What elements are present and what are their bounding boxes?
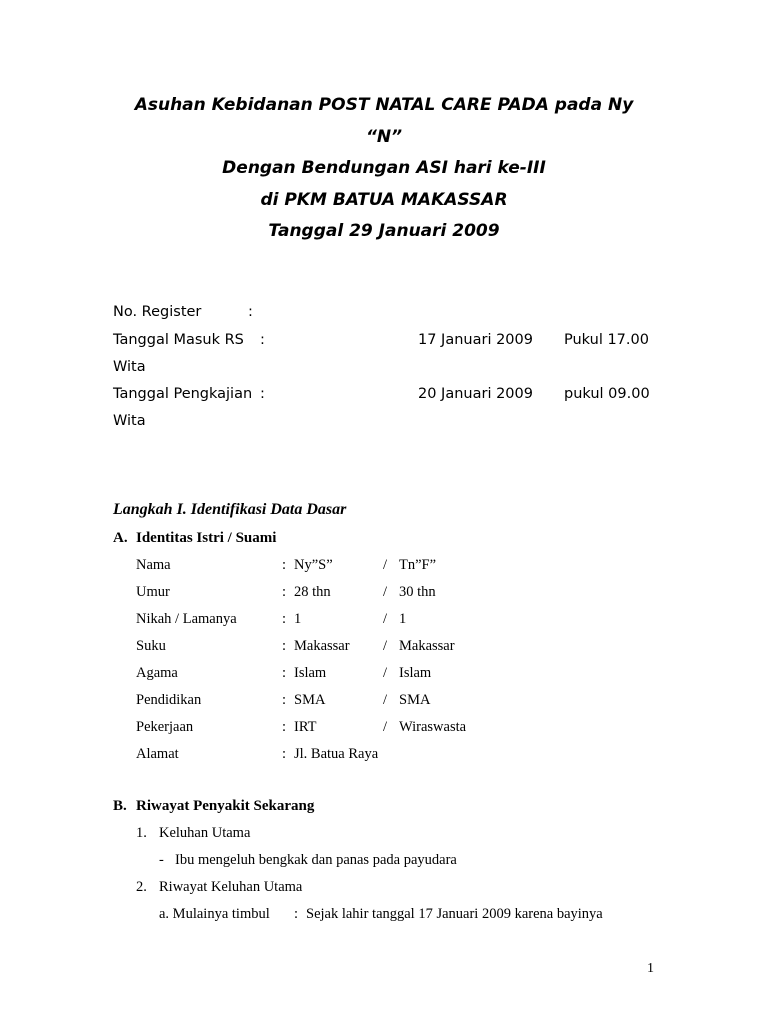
- section-a-title: Identitas Istri / Suami: [136, 530, 277, 546]
- identity-colon: :: [282, 665, 287, 681]
- identity-row: [0, 719, 768, 739]
- item-2-number: 2.: [136, 879, 147, 895]
- identity-label: Nama: [136, 557, 171, 573]
- langkah-heading: Langkah I. Identifikasi Data Dasar: [113, 501, 347, 518]
- tanggal-masuk-date: 17 Januari 2009: [418, 332, 533, 348]
- tanggal-pengkajian-wita: Wita: [113, 413, 146, 429]
- identity-label: Suku: [136, 638, 166, 654]
- item-1-dash: -: [159, 852, 164, 868]
- identity-colon: :: [282, 611, 287, 627]
- section-b-letter: B.: [113, 798, 127, 814]
- identity-slash: /: [383, 611, 388, 627]
- item-2a-label: a. Mulainya timbul: [159, 906, 270, 922]
- identity-suami: Islam: [399, 665, 432, 681]
- tanggal-pengkajian-pukul: pukul 09.00: [564, 386, 650, 402]
- item-2a-text: Sejak lahir tanggal 17 Januari 2009 karena bayinya: [306, 906, 603, 922]
- tanggal-masuk-label: Tanggal Masuk RS: [113, 332, 244, 348]
- identity-suami: 30 thn: [399, 584, 436, 600]
- document-title: [0, 90, 768, 248]
- identity-suami: SMA: [399, 692, 431, 708]
- identity-label: Nikah / Lamanya: [136, 611, 237, 627]
- identity-suami: Makassar: [399, 638, 455, 654]
- identity-label: Pendidikan: [136, 692, 202, 708]
- identity-istri: Ny”S”: [294, 557, 333, 573]
- no-register-label: No. Register: [113, 304, 202, 320]
- item-2a-colon: :: [294, 906, 299, 922]
- identity-label: Pekerjaan: [136, 719, 194, 735]
- tanggal-pengkajian-colon: :: [260, 386, 265, 402]
- identity-row: [0, 557, 768, 577]
- identity-istri: Jl. Batua Raya: [294, 746, 379, 762]
- section-b-title: Riwayat Penyakit Sekarang: [136, 798, 315, 814]
- identity-suami: Tn”F”: [399, 557, 437, 573]
- identity-colon: :: [282, 719, 287, 735]
- title-line-4: di PKM BATUA MAKASSAR: [260, 189, 508, 210]
- identity-label: Alamat: [136, 746, 179, 762]
- section-a-letter: A.: [113, 530, 128, 546]
- tanggal-pengkajian-label: Tanggal Pengkajian: [113, 386, 253, 402]
- tanggal-masuk-wita: Wita: [113, 359, 146, 375]
- identity-row: [0, 746, 768, 766]
- identity-istri: SMA: [294, 692, 326, 708]
- identity-row: [0, 665, 768, 685]
- no-register-colon: :: [248, 304, 253, 320]
- identity-istri: Makassar: [294, 638, 350, 654]
- identity-istri: 28 thn: [294, 584, 331, 600]
- identity-istri: IRT: [294, 719, 317, 735]
- item-1-text: Ibu mengeluh bengkak dan panas pada payudara: [175, 852, 457, 868]
- title-line-2: “N”: [365, 126, 403, 147]
- identity-colon: :: [282, 746, 287, 762]
- identity-label: Agama: [136, 665, 178, 681]
- item-1-title: Keluhan Utama: [159, 825, 251, 841]
- identity-colon: :: [282, 584, 287, 600]
- tanggal-masuk-pukul: Pukul 17.00: [564, 332, 649, 348]
- identity-colon: :: [282, 692, 287, 708]
- title-line-3: Dengan Bendungan ASI hari ke-III: [222, 158, 546, 178]
- identity-row: [0, 584, 768, 604]
- title-line-5: Tanggal 29 Januari 2009: [268, 221, 500, 241]
- item-1-number: 1.: [136, 825, 147, 841]
- identity-istri: 1: [294, 611, 302, 627]
- identity-label: Umur: [136, 584, 170, 600]
- identity-colon: :: [282, 557, 287, 573]
- identity-row: [0, 692, 768, 712]
- item-2-title: Riwayat Keluhan Utama: [159, 879, 303, 895]
- identity-slash: /: [383, 638, 388, 654]
- tanggal-masuk-colon: :: [260, 332, 265, 348]
- identity-slash: /: [383, 719, 388, 735]
- identity-row: [0, 638, 768, 658]
- identity-slash: /: [383, 584, 388, 600]
- identity-slash: /: [383, 665, 388, 681]
- title-line-1: Asuhan Kebidanan POST NATAL CARE PADA pada Ny: [134, 95, 634, 115]
- identity-row: [0, 611, 768, 631]
- identity-suami: Wiraswasta: [399, 719, 467, 735]
- identity-istri: Islam: [294, 665, 327, 681]
- identity-slash: /: [383, 557, 388, 573]
- identity-slash: /: [383, 692, 388, 708]
- identity-colon: :: [282, 638, 287, 654]
- identity-suami: 1: [399, 611, 407, 627]
- page-number: 1: [647, 961, 654, 976]
- tanggal-pengkajian-date: 20 Januari 2009: [418, 386, 533, 402]
